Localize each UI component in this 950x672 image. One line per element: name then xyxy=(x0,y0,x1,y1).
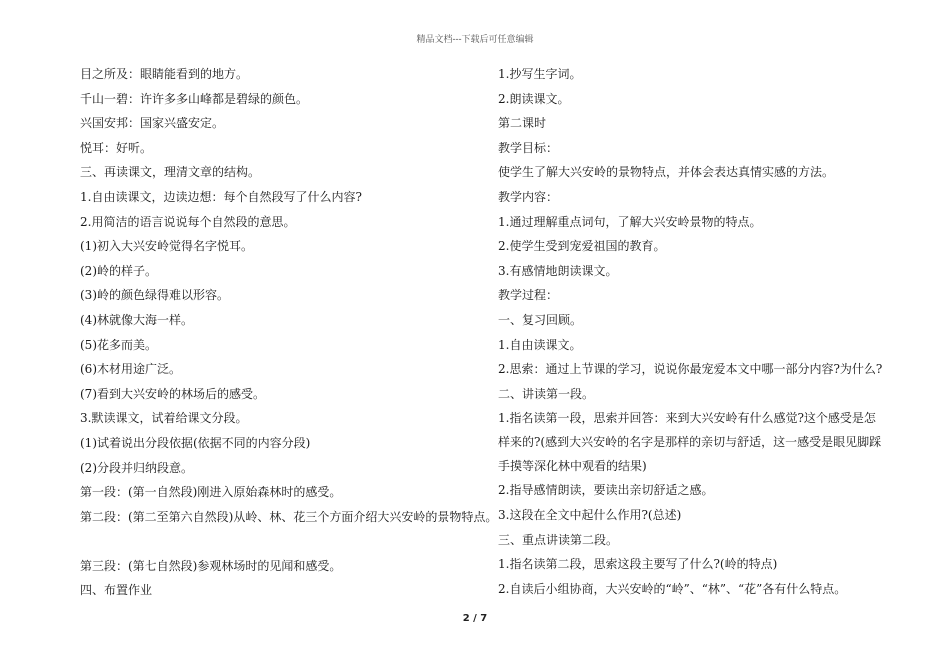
text-line: (3)岭的颜色绿得难以形容。 xyxy=(80,288,229,303)
text-line: 3.这段在全文中起什么作用?(总述) xyxy=(498,507,682,522)
page-number: 2 / 7 xyxy=(462,613,488,624)
text-line: 千山一碧：许许多多山峰都是碧绿的颜色。 xyxy=(80,91,309,106)
text-line: 1.通过理解重点词句，了解大兴安岭景物的特点。 xyxy=(498,214,762,229)
section-heading: 四、布置作业 xyxy=(80,583,153,598)
text-line: 悦耳：好听。 xyxy=(80,140,153,155)
text-line: (7)看到大兴安岭的林场后的感受。 xyxy=(80,386,265,401)
text-line: 1.抄写生字词。 xyxy=(498,67,582,81)
section-heading: 一、复习回顾。 xyxy=(498,312,583,327)
text-line: (1)初入大兴安岭觉得名字悦耳。 xyxy=(80,239,253,254)
text-line: (2)分段并归纳段意。 xyxy=(80,460,193,475)
text-line: 2.指导感情朗读，要读出亲切舒适之感。 xyxy=(498,483,714,498)
text-line: 2.使学生受到宠爱祖国的教育。 xyxy=(498,239,666,254)
text-line: 第三段：(第七自然段)参观林场时的见闻和感受。 xyxy=(80,558,342,573)
spacer xyxy=(80,529,480,554)
text-line: 目之所及：眼睛能看到的地方。 xyxy=(80,67,249,81)
section-heading: 三、再读课文，理清文章的结构。 xyxy=(80,165,261,180)
text-line: 2.朗读课文。 xyxy=(498,91,570,106)
text-line: 3.有感情地朗读课文。 xyxy=(498,263,618,278)
lesson-heading: 第二课时 xyxy=(498,116,547,131)
text-line: 2.用简洁的语言说说每个自然段的意思。 xyxy=(80,214,296,229)
text-line: 第二段：(第二至第六自然段)从岭、林、花三个方面介绍大兴安岭的景物特点。 xyxy=(80,509,498,524)
text-line: (5)花多而美。 xyxy=(80,337,157,352)
text-line: 1.指名读第二段，思索这段主要写了什么?(岭的特点) xyxy=(498,557,778,572)
text-line: 第一段：(第一自然段)刚进入原始森林时的感受。 xyxy=(80,485,342,500)
text-line: (4)林就像大海一样。 xyxy=(80,312,193,327)
text-line: 兴国安邦：国家兴盛安定。 xyxy=(80,116,225,131)
text-line: 使学生了解大兴安岭的景物特点，并体会表达真情实感的方法。 xyxy=(498,165,835,180)
text-paragraph: 1.指名读第一段，思索并回答：来到大兴安岭有什么感觉?这个感受是怎样来的?(感到大兴安岭的名字是那样的亲切与舒适，这一感受是眼见脚踩手摸等深化林中观看的结果) xyxy=(498,411,882,474)
text-line: (6)木材用途广泛。 xyxy=(80,362,181,377)
right-column xyxy=(498,62,883,601)
text-line: 2.自读后小组协商，大兴安岭的“岭”、“林”、“花”各有什么特点。 xyxy=(498,581,847,596)
text-line: 教学过程： xyxy=(498,288,559,303)
page-header: 精品文档---下载后可任意编辑 xyxy=(416,35,534,45)
section-heading: 三、重点讲读第二段。 xyxy=(498,532,619,547)
text-line: 1.自由读课文，边读边想：每个自然段写了什么内容? xyxy=(80,189,362,204)
text-line: 1.自由读课文。 xyxy=(498,337,582,352)
text-line: 教学目标： xyxy=(498,140,559,155)
text-line: 教学内容： xyxy=(498,189,559,204)
text-line: 3.默读课文，试着给课文分段。 xyxy=(80,411,248,426)
section-heading: 二、讲读第一段。 xyxy=(498,386,595,401)
text-line: 2.思索：通过上节课的学习，说说你最宠爱本文中哪一部分内容?为什么? xyxy=(498,362,883,377)
text-line: (2)岭的样子。 xyxy=(80,263,157,278)
text-line: (1)试着说出分段依据(依据不同的内容分段) xyxy=(80,435,311,450)
left-column xyxy=(80,62,498,603)
